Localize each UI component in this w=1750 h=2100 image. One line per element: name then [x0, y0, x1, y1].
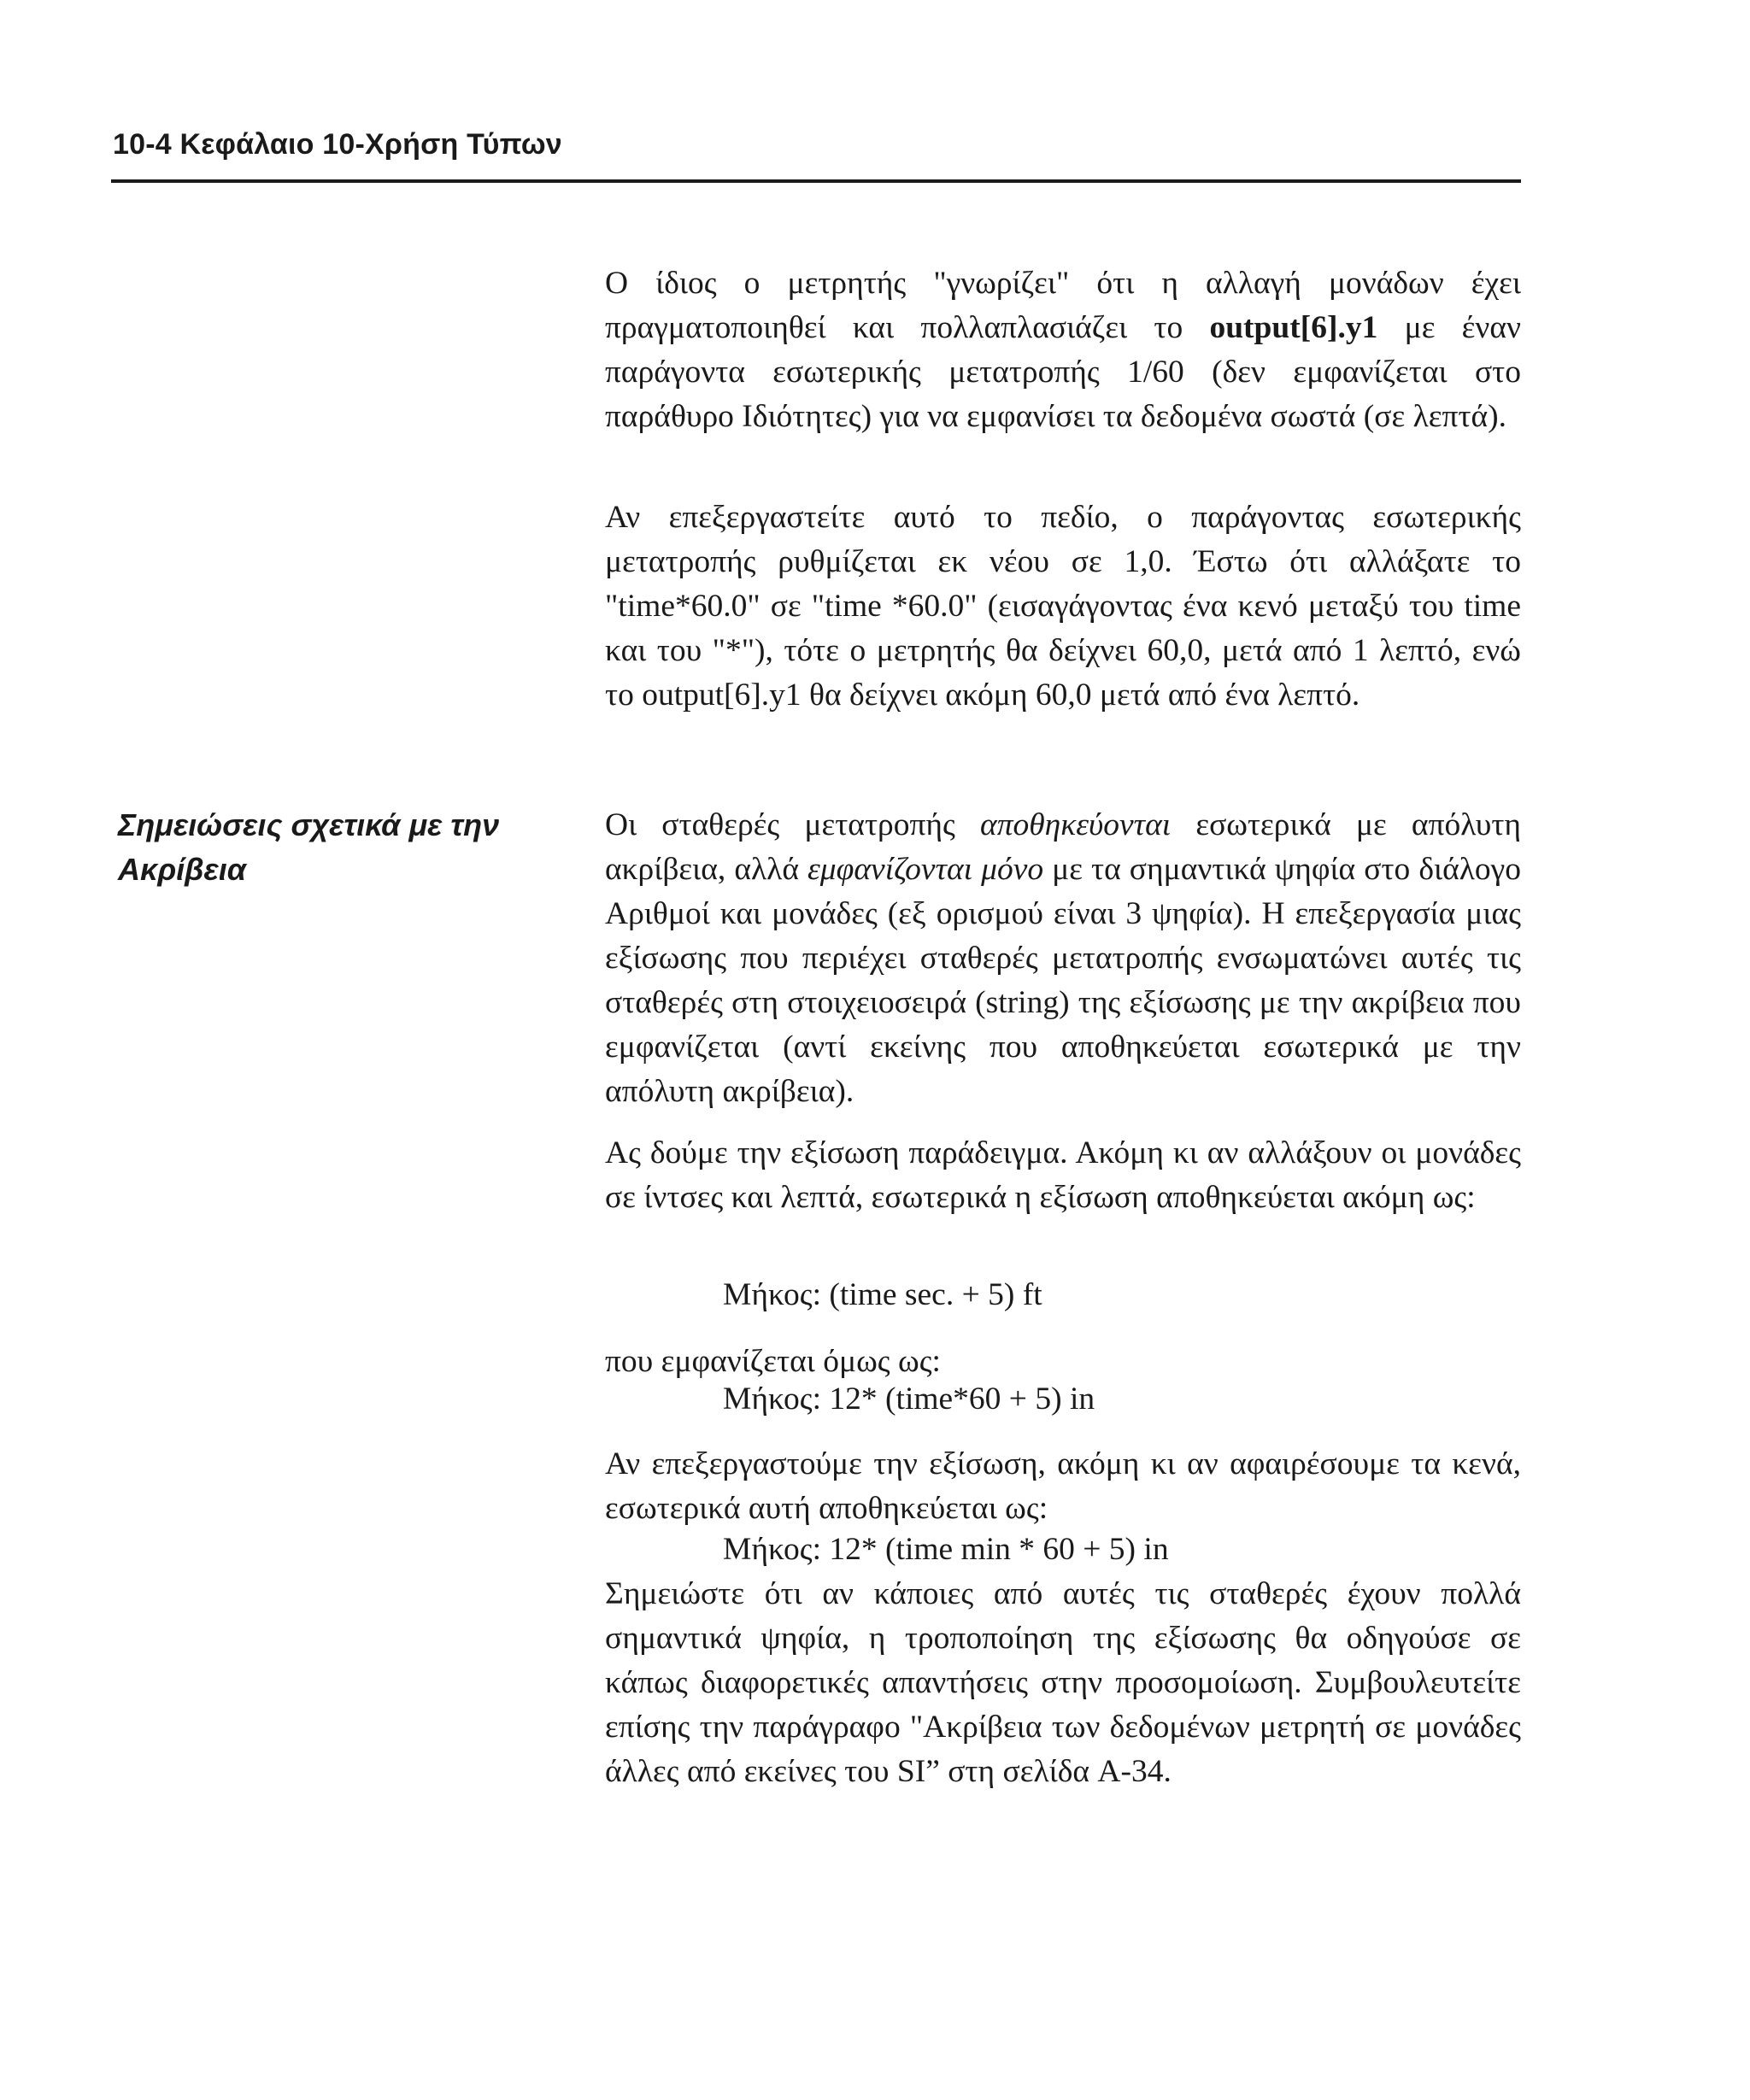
section-side-heading [118, 803, 562, 892]
paragraph-3-text-a: Οι σταθερές μετατροπής [605, 807, 981, 842]
paragraph-3-italic-1: αποθηκεύονται [980, 807, 1172, 842]
paragraph-1-text-a: Ο ίδιος ο μετρητής "γνωρίζει" ότι η αλλαγή μονάδων έχει πραγματοποιηθεί και πολλαπλασιάζει το [605, 266, 1521, 345]
running-head: 10-4 Κεφάλαιο 10-Χρήση Τύπων [113, 128, 562, 161]
paragraph-1-text-b: με έναν παράγοντα εσωτερικής μετατροπής 1/60 (δεν εμφανίζεται στο παράθυρο Ιδιότητες) για να εμφανίσει τα δεδομένα σωστά (σε λεπτά). [605, 310, 1521, 434]
paragraph-3-italic-2: εμφανίζονται μόνο [807, 852, 1044, 887]
header-rule [111, 179, 1521, 183]
paragraph-1 [605, 261, 1521, 439]
paragraph-3-text-c: με τα σημαντικά ψηφία στο διάλογο Αριθμοί και μονάδες (εξ ορισμού είναι 3 ψηφία). Η επεξεργασία μιας εξίσωσης που περιέχει σταθερές μετατροπής ενσωματώνει αυτές τις σταθερές στη στοιχειοσειρά (string) της εξίσωσης με την ακρίβεια που εμφανίζεται (αντί εκείνης που αποθηκεύεται εσωτερικά με την απόλυτη ακρίβεια). [605, 852, 1521, 1109]
paragraph-4 [605, 1131, 1521, 1220]
paragraph-1-bold-term: output[6].y1 [1209, 310, 1378, 345]
equation-2: Μήκος: 12* (time*60 + 5) in [723, 1381, 1095, 1417]
side-heading-line-2: Ακρίβεια [118, 852, 247, 887]
paragraph-5 [605, 1442, 1521, 1531]
equation-1: Μήκος: (time sec. + 5) ft [723, 1277, 1042, 1312]
paragraph-5-text: Αν επεξεργαστούμε την εξίσωση, ακόμη κι αν αφαιρέσουμε τα κενά, εσωτερικά αυτή αποθηκεύεται ως: [605, 1446, 1521, 1526]
paragraph-6-text: Σημειώστε ότι αν κάποιες από αυτές τις σταθερές έχουν πολλά σημαντικά ψηφία, η τροποποίηση της εξίσωσης θα οδηγούσε σε κάπως διαφορετικές απαντήσεις στην προσομοίωση. Συμβουλευτείτε επίσης την παράγραφο "Ακρίβεια των δεδομένων μετρητή σε μονάδες άλλες από εκείνες του SI” στη σελίδα A-34. [605, 1576, 1521, 1789]
paragraph-3 [605, 803, 1521, 1114]
paragraph-2 [605, 496, 1521, 718]
shown-as-text: που εμφανίζεται όμως ως: [605, 1344, 941, 1379]
paragraph-3-text-b: εσωτερικά με απόλυτη ακρίβεια, αλλά [605, 807, 1521, 887]
equation-3: Μήκος: 12* (time min * 60 + 5) in [723, 1532, 1169, 1567]
paragraph-4-text: Ας δούμε την εξίσωση παράδειγμα. Ακόμη κι αν αλλάξουν οι μονάδες σε ίντσες και λεπτά, εσωτερικά η εξίσωση αποθηκεύεται ακόμη ως: [605, 1135, 1521, 1215]
side-heading-line-1: Σημειώσεις σχετικά με την [118, 807, 500, 842]
paragraph-6 [605, 1572, 1521, 1794]
paragraph-2-text: Αν επεξεργαστείτε αυτό το πεδίο, ο παράγοντας εσωτερικής μετατροπής ρυθμίζεται εκ νέου σε 1,0. Έστω ότι αλλάξατε το "time*60.0" σε "time *60.0" (εισαγάγοντας ένα κενό μεταξύ του time και του "*"), τότε ο μετρητής θα δείχνει 60,0, μετά από 1 λεπτό, ενώ το output[6].y1 θα δείχνει ακόμη 60,0 μετά από ένα λεπτό. [605, 500, 1521, 713]
